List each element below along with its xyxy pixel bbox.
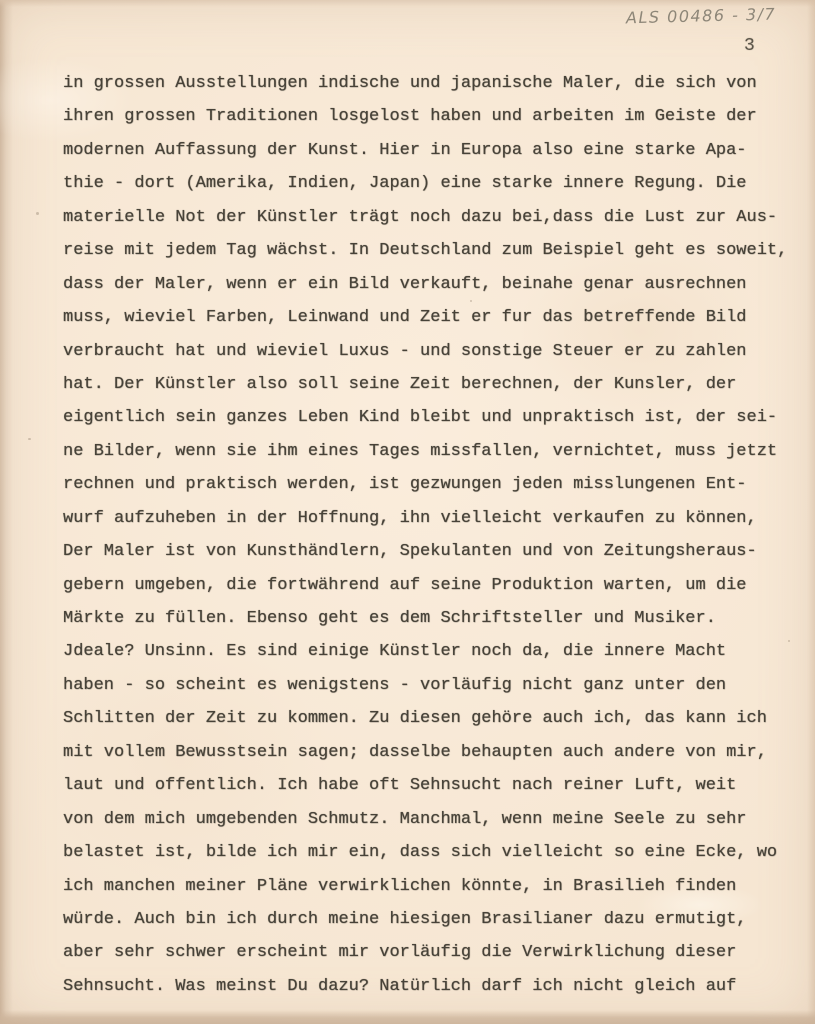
typed-text-body [63,67,803,1003]
text-line: in grossen Ausstellungen indische und japanische Maler, die sich von [63,74,757,93]
paper-speck [36,212,39,215]
text-line: dass der Maler, wenn er ein Bild verkauft, beinahe genar ausrechnen [63,274,747,294]
text-line: von dem mich umgebenden Schmutz. Manchmal, wenn meine Seele zu sehr [63,809,747,829]
text-line: thie - dort (Amerika, Indien, Japan) eine starke innere Regung. Die [63,174,747,194]
text-line: materielle Not der Künstler trägt noch dazu bei,dass die Lust zur Aus- [63,207,778,227]
text-line: laut und offentlich. Ich habe oft Sehnsucht nach reiner Luft, weit [63,776,737,796]
page-number: 3 [744,36,755,56]
text-line: ihren grossen Traditionen losgelost haben und arbeiten im Geiste der [63,107,757,127]
text-line: mit vollem Bewusstsein sagen; dasselbe behaupten auch andere von mir, [63,742,767,762]
paper-speck [788,640,790,642]
text-line: gebern umgeben, die fortwährend auf seine Produktion warten, um die [63,575,747,595]
text-line: reise mit jedem Tag wächst. In Deutschland zum Beispiel geht es soweit, [63,241,788,261]
text-line: Schlitten der Zeit zu kommen. Zu diesen gehöre auch ich, das kann ich [63,709,767,729]
text-line: Märkte zu füllen. Ebenso geht es dem Schriftsteller und Musiker. [63,609,716,628]
text-line: rechnen und praktisch werden, ist gezwungen jeden misslungenen Ent- [63,475,747,495]
text-line: Jdeale? Unsinn. Es sind einige Künstler noch da, die innere Macht [63,642,727,662]
text-line: ne Bilder, wenn sie ihm eines Tages missfallen, vernichtet, muss jetzt [63,441,778,461]
text-line: muss, wieviel Farben, Leinwand und Zeit er fur das betreffende Bild [63,308,747,328]
paper-speck [28,438,31,440]
archive-reference-handwritten: ALS 00486 - 3/7 [625,4,777,28]
text-line: eigentlich sein ganzes Leben Kind bleibt und unpraktisch ist, der sei- [63,408,778,428]
text-line: Sehnsucht. Was meinst Du dazu? Natürlich darf ich nicht gleich auf [63,976,737,996]
text-line: aber sehr schwer erscheint mir vorläufig die Verwirklichung dieser [63,943,737,963]
paper-speck [470,300,472,302]
text-line: Der Maler ist von Kunsthändlern, Spekulanten und von Zeitungsheraus- [63,542,757,562]
text-line: wurf aufzuheben in der Hoffnung, ihn vielleicht verkaufen zu können, [63,508,757,528]
text-line: würde. Auch bin ich durch meine hiesigen Brasilianer dazu ermutigt, [63,909,747,929]
text-line: belastet ist, bilde ich mir ein, dass sich vielleicht so eine Ecke, wo [63,843,778,863]
text-line: ich manchen meiner Pläne verwirklichen könnte, in Brasilieh finden [63,876,737,896]
text-line: hat. Der Künstler also soll seine Zeit berechnen, der Kunsler, der [63,374,737,394]
text-line: modernen Auffassung der Kunst. Hier in Europa also eine starke Apa- [63,140,747,160]
text-line: haben - so scheint es wenigstens - vorläufig nicht ganz unter den [63,675,727,695]
text-line: verbraucht hat und wieviel Luxus - und sonstige Steuer er zu zahlen [63,341,747,361]
